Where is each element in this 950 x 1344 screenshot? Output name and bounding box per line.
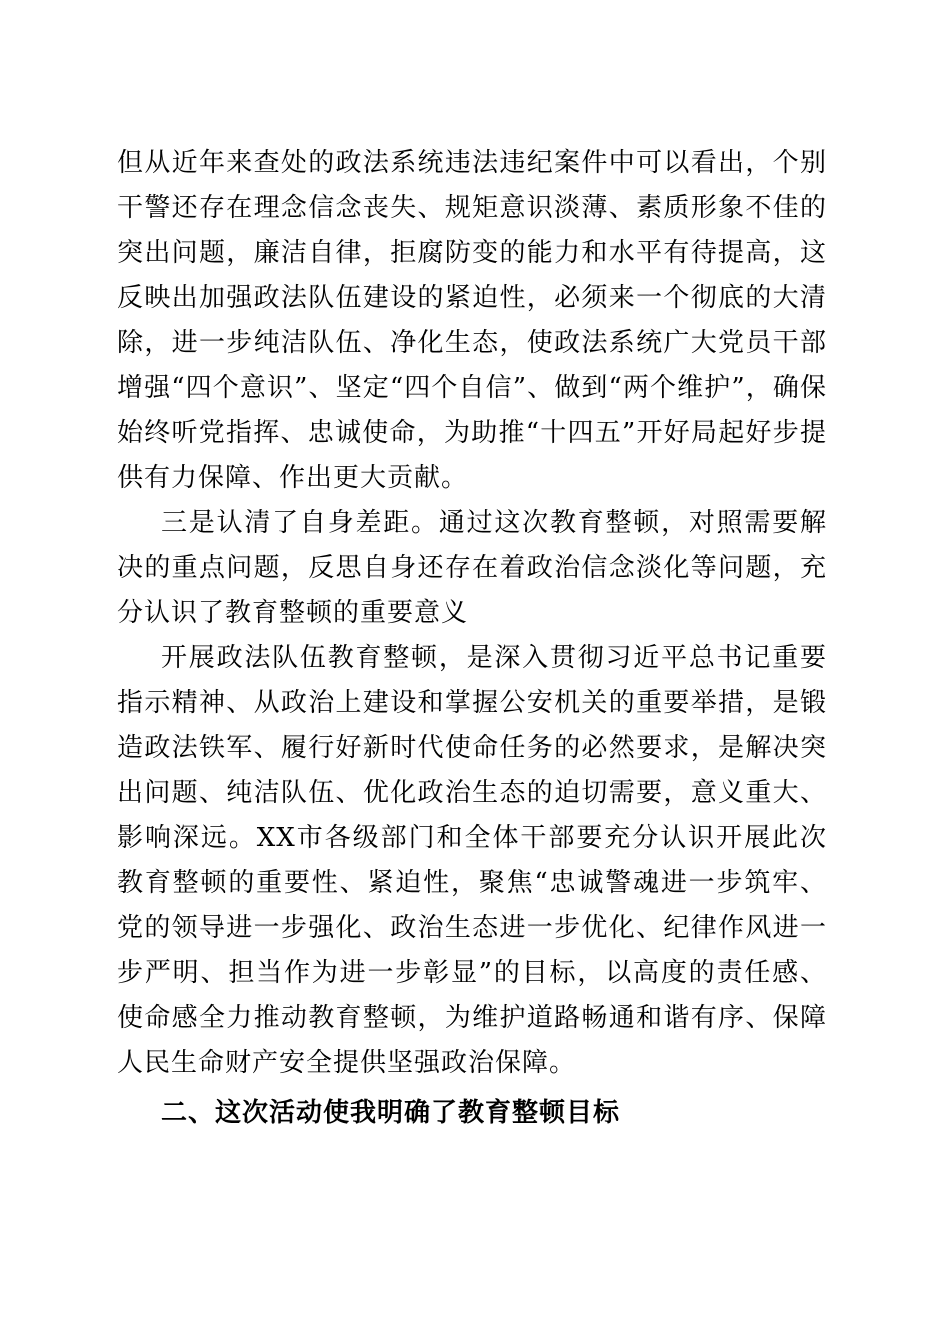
paragraph-2 bbox=[117, 501, 827, 636]
paragraph-3: 开展政法队伍教育整顿，是深入贯彻习近平总书记重要指示精神、从政治上建设和掌握公安机关的重要举措，是锻造政法铁军、履行好新时代使命任务的必然要求，是解决突出问题、纯洁队伍、优化政治生态的迫切需要，意义重大、影响深远。XX市各级部门和全体干部要充分认识开展此次教育整顿的重要性、紧迫性，聚焦“忠诚警魂进一步筑牢、党的领导进一步强化、政治生态进一步优化、纪律作风进一步严明、担当作为进一步彰显”的目标，以高度的责任感、使命感全力推动教育整顿，为维护道路畅通和谐有序、保障人民生命财产安全提供坚强政治保障。 bbox=[117, 643, 827, 1078]
paragraph-2-lead: 三是认清了自身差距。 bbox=[161, 508, 439, 538]
paragraph-2-body: 通过这次教育整顿，对照需要解决的重点问题，反思自身还存在着政治信念淡化等问题，充分认识了教育整顿的重要意义 bbox=[117, 508, 827, 628]
paragraph-1: 但从近年来查处的政法系统违法违纪案件中可以看出，个别干警还存在理念信念丧失、规矩意识淡薄、素质形象不佳的突出问题，廉洁自律，拒腐防变的能力和水平有待提高，这反映出加强政法队伍建设的紧迫性，必须来一个彻底的大清除，进一步纯洁队伍、净化生态，使政法系统广大党员干部增强“四个意识”、坚定“四个自信”、做到“两个维护”，确保始终听党指挥、忠诚使命，为助推“十四五”开好局起好步提供有力保障、作出更大贡献。 bbox=[117, 148, 827, 493]
document-body bbox=[117, 141, 827, 1136]
section-heading-2: 二、这次活动使我明确了教育整顿目标 bbox=[161, 1098, 621, 1128]
